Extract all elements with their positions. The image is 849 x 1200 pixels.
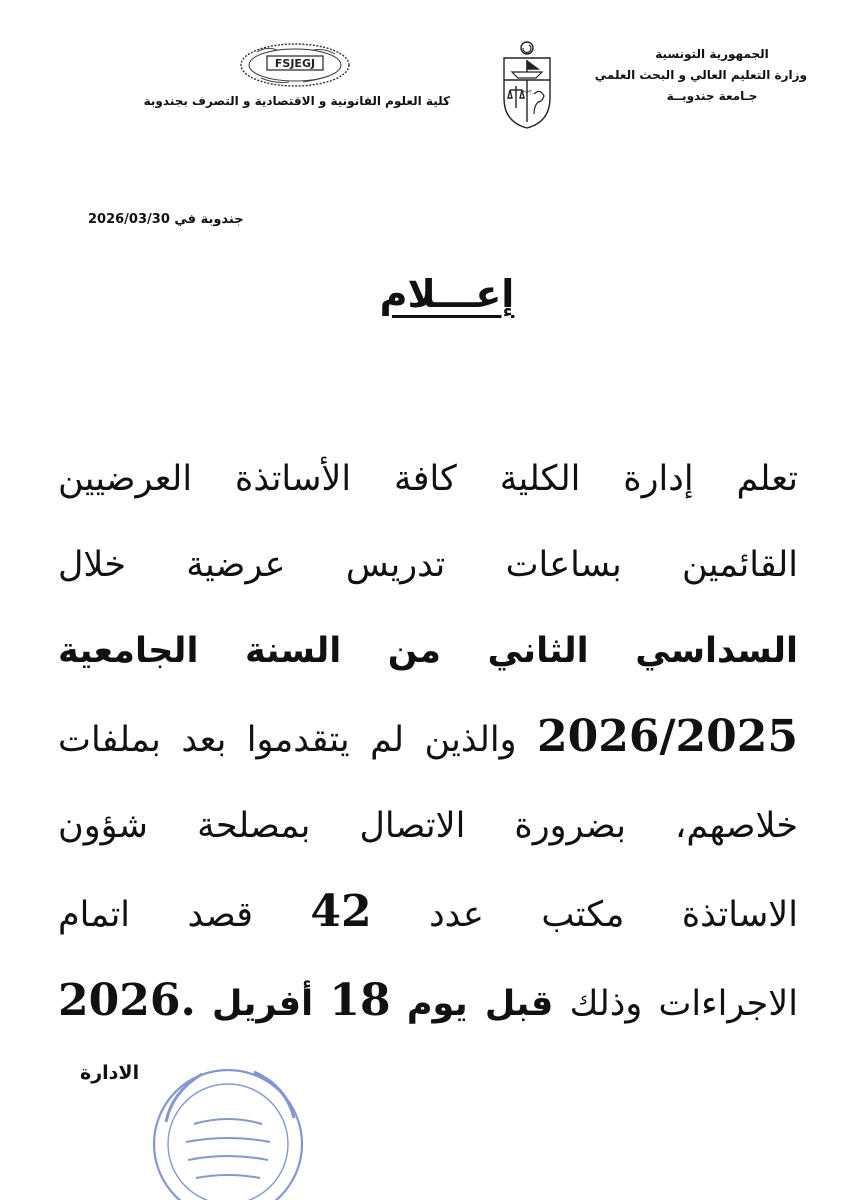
date-prefix: جندوبة في [174, 212, 244, 227]
body-line-6-a: الاساتذة مكتب عدد [429, 895, 798, 935]
body-line-4-text: والذين لم يتقدموا بعد بملفات [58, 720, 517, 760]
body-line-7-a: الاجراءات وذلك [569, 984, 798, 1024]
header-institution-block [594, 44, 807, 107]
announcement-body [58, 436, 798, 1047]
tunisia-emblem-icon [498, 38, 556, 130]
announcement-title [372, 272, 522, 316]
faculty-name: كلية العلوم القانونية و الاقتصادية و التصرف بجندوبة [143, 94, 450, 108]
document-date [88, 212, 244, 227]
faculty-logo-icon [237, 40, 353, 90]
signature-administration: الادارة [80, 1062, 140, 1084]
official-stamp-icon [142, 1052, 314, 1200]
republic-name: الجمهورية التونسية [655, 47, 769, 61]
body-line-4 [58, 694, 798, 783]
ministry-name: وزارة التعليم العالي و البحث العلمي [594, 68, 807, 82]
body-line-6 [58, 869, 798, 958]
svg-text:حرية: حرية [522, 88, 532, 94]
academic-year: 2026/2025 [536, 711, 798, 762]
body-line-2: القائمين بساعات تدريس عرضية خلال [58, 545, 798, 585]
deadline-month: أفريل [212, 984, 314, 1024]
deadline-day: 18 [329, 975, 391, 1026]
faculty-logo-text: FSJEGJ [274, 57, 316, 70]
body-line-5: خلاصهم، بضرورة الاتصال بمصلحة شؤون [58, 806, 798, 846]
body-line-3: السداسي الثاني من السنة الجامعية [58, 631, 798, 671]
office-number: 42 [310, 886, 372, 937]
deadline-year: 2026. [58, 975, 196, 1026]
date-value: 2026/03/30 [88, 212, 170, 227]
body-line-6-b: قصد اتمام [58, 895, 253, 935]
announcement-title-text: إعـــلام [379, 272, 515, 316]
deadline-prefix: قبل يوم [406, 984, 554, 1024]
university-name: جـامعة جندوبــة [666, 89, 758, 103]
body-line-7 [58, 958, 798, 1047]
body-line-1: تعلم إدارة الكلية كافة الأساتذة العرضيين [58, 459, 798, 499]
